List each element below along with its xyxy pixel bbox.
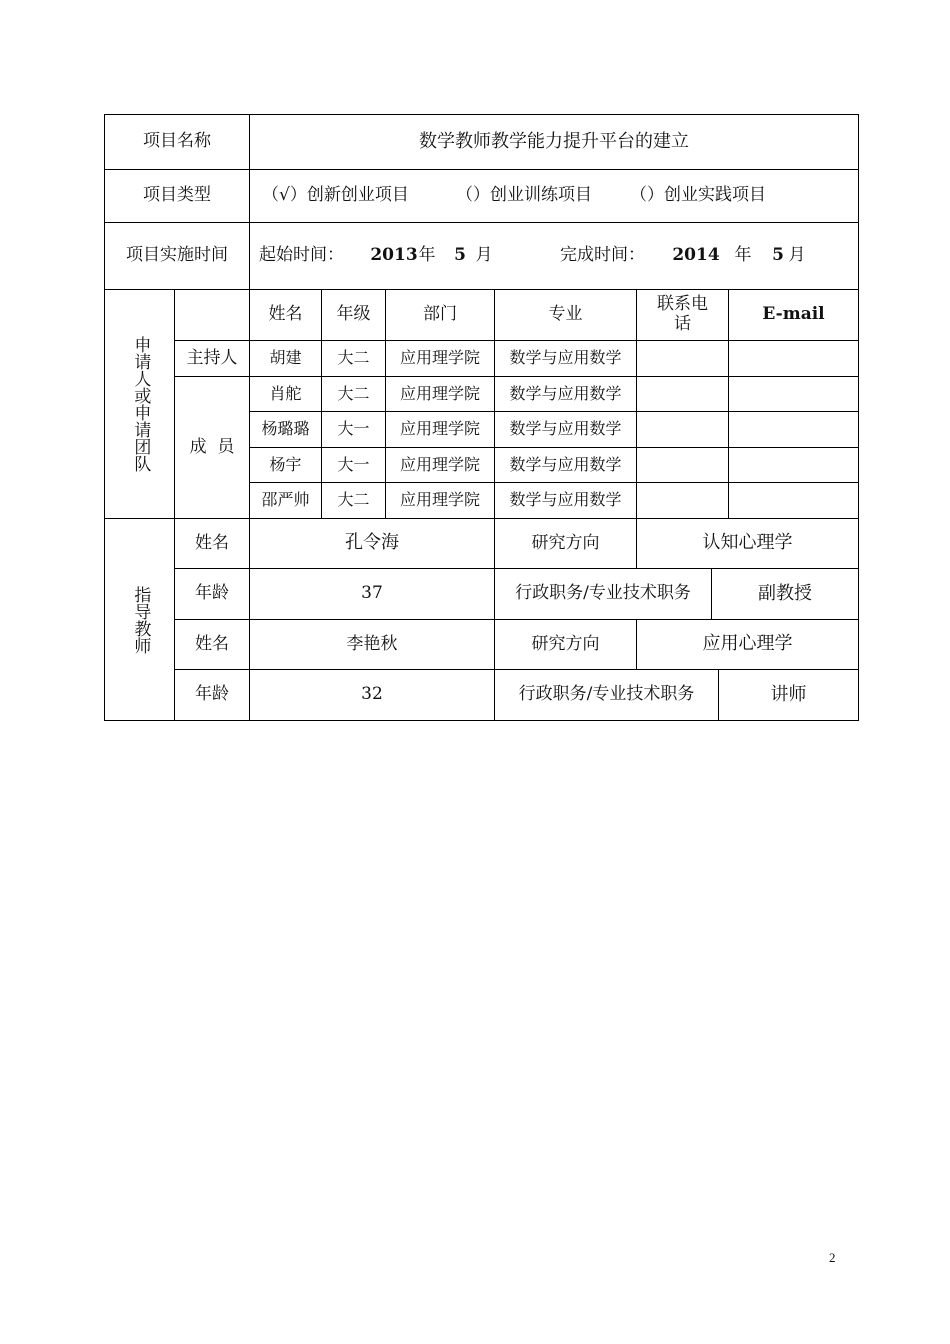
team-section-label [105,290,174,518]
member-name: 杨宇 [269,454,302,474]
member-major: 数学与应用数学 [509,454,622,474]
project-name-label: 项目名称 [143,131,211,152]
project-type-option-training: （）创业训练项目 [456,185,592,206]
project-time-label: 项目实施时间 [126,245,228,266]
start-month-unit: 月 [475,245,493,266]
member-name: 肖舵 [269,383,302,403]
member-name: 杨璐璐 [261,419,310,439]
page-number: 2 [829,1250,836,1265]
advisor-age: 32 [361,684,383,705]
member-major: 数学与应用数学 [509,383,622,403]
host-dept: 应用理学院 [399,348,480,368]
host-major: 数学与应用数学 [509,348,622,368]
header-dept: 部门 [423,304,457,325]
member-grade: 大二 [337,383,370,403]
advisor-name-label: 姓名 [195,633,229,654]
header-email: E-mail [762,304,825,325]
advisor-direction-label: 研究方向 [531,532,600,553]
advisor-name: 孔令海 [345,532,399,554]
advisor-direction: 应用心理学 [702,633,793,655]
member-major: 数学与应用数学 [509,490,622,510]
advisor-name: 李艳秋 [346,633,398,654]
advisor-title-label: 行政职务/专业技术职务 [515,583,691,604]
advisor-section-label [105,519,174,720]
start-year: 2013 [370,245,418,266]
advisor-section-label-text: 指导教师 [130,585,151,654]
start-month: 5 [454,245,466,266]
end-month-unit: 月 [788,245,806,266]
host-grade: 大二 [337,348,370,368]
end-time-label: 完成时间： [560,245,645,266]
advisor-title: 副教授 [758,582,812,604]
host-name: 胡建 [269,348,302,368]
start-time-label: 起始时间： [259,245,344,266]
member-grade: 大一 [337,419,370,439]
advisor-age-label: 年龄 [195,684,229,705]
member-dept: 应用理学院 [399,490,480,510]
advisor-title-label: 行政职务/专业技术职务 [518,684,695,705]
member-name: 邵严帅 [261,490,310,510]
member-label: 成 员 [189,436,235,457]
header-name: 姓名 [268,304,303,325]
member-grade: 大一 [337,454,370,474]
member-dept: 应用理学院 [399,454,480,474]
advisor-direction-label: 研究方向 [531,633,600,654]
advisor-name-label: 姓名 [195,532,229,553]
advisor-age-label: 年龄 [195,583,229,604]
host-label: 主持人 [186,347,238,368]
advisor-age: 37 [361,583,383,604]
header-phone [637,290,728,340]
project-type-label: 项目类型 [143,185,211,206]
project-type-option-innovation: （√）创新创业项目 [262,185,409,206]
advisor-direction: 认知心理学 [702,532,793,554]
end-year-unit: 年 [734,245,752,266]
header-phone-text: 联系电话 [657,294,708,334]
advisor-title: 讲师 [770,683,807,705]
start-year-unit: 年 [418,245,436,266]
end-month: 5 [772,245,784,266]
header-grade: 年级 [336,304,371,325]
project-type-option-practice: （）创业实践项目 [630,185,766,206]
member-major: 数学与应用数学 [509,419,622,439]
member-dept: 应用理学院 [399,419,480,439]
project-name-value: 数学教师教学能力提升平台的建立 [419,130,689,152]
header-major: 专业 [548,304,583,325]
member-grade: 大二 [337,490,370,510]
team-section-label-text: 申请人或申请团队 [130,336,151,472]
member-dept: 应用理学院 [399,383,480,403]
end-year: 2014 [672,245,720,266]
